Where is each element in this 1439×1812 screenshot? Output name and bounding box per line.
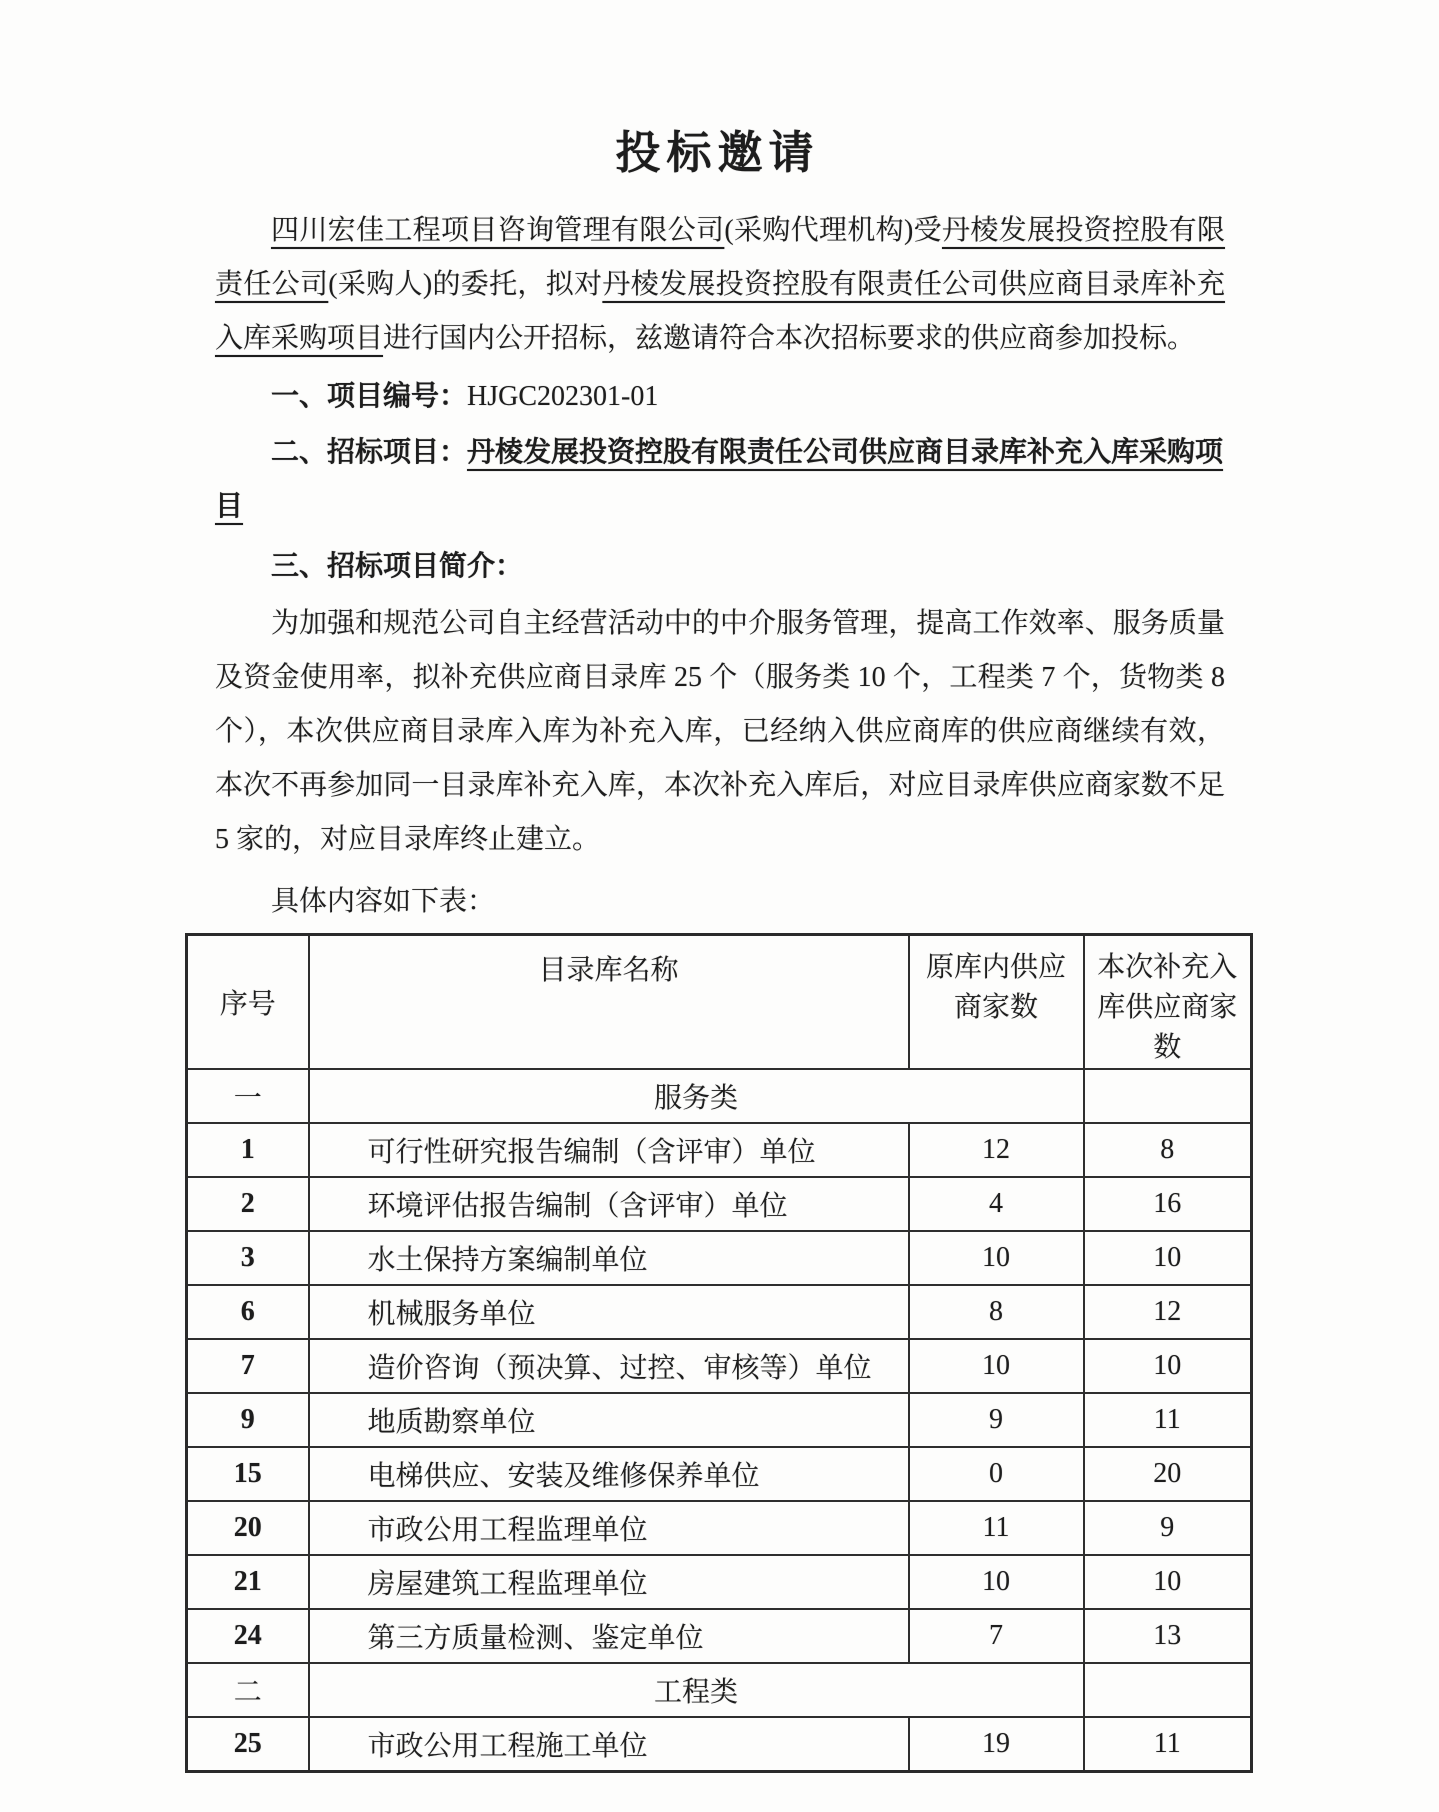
original-count-cell: 10	[909, 1339, 1084, 1393]
added-count-cell: 10	[1084, 1555, 1252, 1609]
row-number-cell: 7	[187, 1339, 309, 1393]
row-number-cell: 1	[187, 1123, 309, 1177]
catalog-name-cell: 房屋建筑工程监理单位	[309, 1555, 909, 1609]
row-number-cell: 15	[187, 1447, 309, 1501]
category-row	[187, 1069, 1252, 1123]
added-count-cell	[1084, 1069, 1252, 1123]
intro-paragraph	[215, 204, 1225, 366]
row-number-cell: 2	[187, 1177, 309, 1231]
original-count-cell: 19	[909, 1717, 1084, 1771]
catalog-name-cell: 第三方质量检测、鉴定单位	[309, 1609, 909, 1663]
row-number-cell: 9	[187, 1393, 309, 1447]
underlined-text-segment: 丹棱发展投资控股有限责任公司	[215, 215, 1225, 300]
added-count-cell: 11	[1084, 1717, 1252, 1771]
header-original-count: 原库内供应商家数	[909, 935, 1084, 1070]
category-name-cell: 服务类	[309, 1069, 1084, 1123]
added-count-cell: 12	[1084, 1285, 1252, 1339]
row-number-cell: 21	[187, 1555, 309, 1609]
table-header-row	[187, 935, 1252, 1070]
row-number-cell: 20	[187, 1501, 309, 1555]
catalog-name-cell: 市政公用工程施工单位	[309, 1717, 909, 1771]
row-number-cell: 24	[187, 1609, 309, 1663]
original-count-cell: 10	[909, 1231, 1084, 1285]
original-count-cell: 10	[909, 1555, 1084, 1609]
bid-project-value: 丹棱发展投资控股有限责任公司供应商目录库补充入库采购项目	[215, 437, 1224, 522]
header-serial-number: 序号	[187, 935, 309, 1070]
page-title: 投标邀请	[615, 128, 820, 178]
table-row	[187, 1177, 1252, 1231]
table-lead-text: 具体内容如下表：	[271, 886, 496, 917]
catalog-name-cell: 市政公用工程监理单位	[309, 1501, 909, 1555]
added-count-cell: 9	[1084, 1501, 1252, 1555]
category-row	[187, 1663, 1252, 1717]
table-row	[187, 1231, 1252, 1285]
project-number-item	[215, 370, 1225, 424]
table-row	[187, 1555, 1252, 1609]
original-count-cell: 9	[909, 1393, 1084, 1447]
added-count-cell: 20	[1084, 1447, 1252, 1501]
table-row	[187, 1447, 1252, 1501]
added-count-cell	[1084, 1663, 1252, 1717]
catalog-name-cell: 机械服务单位	[309, 1285, 909, 1339]
original-count-cell: 11	[909, 1501, 1084, 1555]
bid-project-label: 二、招标项目：	[271, 437, 468, 468]
row-number-cell: 一	[187, 1069, 309, 1123]
catalog-name-cell: 可行性研究报告编制（含评审）单位	[309, 1123, 909, 1177]
original-count-cell: 8	[909, 1285, 1084, 1339]
added-count-cell: 11	[1084, 1393, 1252, 1447]
text-segment: 进行国内公开招标，兹邀请符合本次招标要求的供应商参加投标。	[383, 323, 1196, 354]
underlined-text-segment: 丹棱发展投资控股有限责任公司供应商目录库补充入库采购项目	[215, 269, 1225, 354]
original-count-cell: 7	[909, 1609, 1084, 1663]
table-row	[187, 1339, 1252, 1393]
catalog-table	[185, 933, 1253, 1773]
summary-paragraph: 为加强和规范公司自主经营活动中的中介服务管理，提高工作效率、服务质量及资金使用率，拟补充供应商目录库 25 个（服务类 10 个，工程类 7 个，货物类 8 个），本次供应商目录库入库为补充入库，已经纳入供应商库的供应商继续有效，本次不再参加同一目录库补充入库，本次补充入库后，对应目录库供应商家数不足 5 家的，对应目录库终止建立。	[215, 608, 1225, 855]
added-count-cell: 13	[1084, 1609, 1252, 1663]
added-count-cell: 10	[1084, 1339, 1252, 1393]
catalog-name-cell: 地质勘察单位	[309, 1393, 909, 1447]
added-count-cell: 10	[1084, 1231, 1252, 1285]
table-row	[187, 1609, 1252, 1663]
added-count-cell: 8	[1084, 1123, 1252, 1177]
project-number-label: 一、项目编号：	[271, 381, 468, 412]
table-row	[187, 1285, 1252, 1339]
original-count-cell: 0	[909, 1447, 1084, 1501]
catalog-name-cell: 水土保持方案编制单位	[309, 1231, 909, 1285]
row-number-cell: 二	[187, 1663, 309, 1717]
row-number-cell: 6	[187, 1285, 309, 1339]
header-catalog-name: 目录库名称	[309, 935, 909, 1070]
header-added-count: 本次补充入库供应商家数	[1084, 935, 1252, 1070]
table-row	[187, 1393, 1252, 1447]
catalog-name-cell: 环境评估报告编制（含评审）单位	[309, 1177, 909, 1231]
original-count-cell: 4	[909, 1177, 1084, 1231]
project-brief-heading	[215, 540, 1225, 594]
underlined-text-segment: 四川宏佳工程项目咨询管理有限公司	[271, 215, 725, 246]
added-count-cell: 16	[1084, 1177, 1252, 1231]
table-row	[187, 1717, 1252, 1771]
project-number-value: HJGC202301-01	[467, 381, 659, 412]
catalog-name-cell: 电梯供应、安装及维修保养单位	[309, 1447, 909, 1501]
category-name-cell: 工程类	[309, 1663, 1084, 1717]
text-segment: (采购人)的委托，拟对	[328, 269, 603, 300]
bid-project-item	[215, 426, 1225, 534]
table-row	[187, 1501, 1252, 1555]
row-number-cell: 3	[187, 1231, 309, 1285]
project-brief-label: 三、招标项目简介：	[271, 551, 524, 582]
table-row	[187, 1123, 1252, 1177]
catalog-name-cell: 造价咨询（预决算、过控、审核等）单位	[309, 1339, 909, 1393]
original-count-cell: 12	[909, 1123, 1084, 1177]
row-number-cell: 25	[187, 1717, 309, 1771]
text-segment: (采购代理机构)受	[724, 215, 942, 246]
